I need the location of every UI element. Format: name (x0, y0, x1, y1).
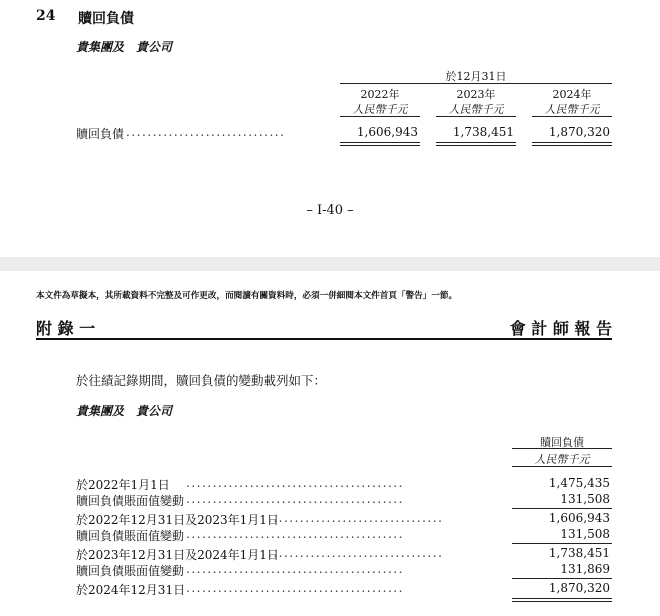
row-label: 贖回負債 (76, 127, 125, 141)
subtotal-rule (512, 508, 612, 509)
col-unit-2022: 人民幣千元 (352, 103, 408, 116)
column-unit: 人民幣千元 (534, 453, 590, 466)
unit-rule-2024 (532, 116, 612, 117)
subtotal-rule (512, 543, 612, 544)
table-row-value: 131,508 (560, 527, 610, 541)
table-row-value: 1,870,320 (548, 581, 610, 595)
header-rule (340, 83, 612, 84)
section-number: 24 (36, 8, 56, 24)
col-year-2022: 2022年 (360, 88, 400, 101)
row-leader: .............................. (126, 125, 286, 139)
table-row-value: 1,475,435 (548, 476, 610, 490)
section-title: 贖回負債 (78, 11, 134, 27)
appendix-header: 附 錄 一 (36, 319, 96, 338)
table-row-label: 於2023年12月31日及2024年1月1日 (76, 548, 279, 562)
col-unit-2023: 人民幣千元 (448, 103, 504, 116)
unit-rule-2022 (340, 116, 420, 117)
entity-label-page2: 貴集團及 貴公司 (76, 404, 173, 418)
total-rule-2023 (436, 142, 516, 146)
col-year-2024: 2024年 (552, 88, 592, 101)
report-header: 會 計 師 報 告 (509, 319, 612, 338)
table-row-label: 於2022年1月1日 (76, 478, 170, 492)
column-unit-rule (512, 466, 612, 467)
entity-label: 貴集團及 貴公司 (76, 40, 173, 54)
table-row-leader: ......................................... (186, 562, 404, 576)
table-row-label: 贖回負債賬面值變動 (76, 529, 185, 543)
table-row-label: 於2022年12月31日及2023年1月1日 (76, 513, 279, 527)
table-row-value: 131,869 (560, 562, 610, 576)
col-year-2023: 2023年 (456, 88, 496, 101)
value-2024: 1,870,320 (548, 125, 610, 139)
draft-notice: 本文件為草擬本，其所載資料不完整及可作更改，而閱讀有關資料時，必須一併細閱本文件首頁「警告」一節。 (36, 291, 458, 301)
table-row-leader: ......................................... (186, 476, 404, 490)
page-number: – I-40 – (306, 203, 354, 218)
subtotal-rule (512, 578, 612, 579)
unit-rule-2023 (436, 116, 516, 117)
table-row-leader: ......................................... (186, 527, 404, 541)
table-row-value: 1,606,943 (548, 511, 610, 525)
table-row-leader: ......................................... (186, 581, 404, 595)
table-row-label: 於2024年12月31日 (76, 583, 186, 597)
table-row-leader: ................................. (268, 546, 444, 560)
header-rule-page2 (36, 338, 612, 340)
value-2022: 1,606,943 (356, 125, 418, 139)
total-rule-2022 (340, 142, 420, 146)
table-row-value: 131,508 (560, 492, 610, 506)
value-2023: 1,738,451 (452, 125, 514, 139)
column-header-rule (512, 448, 612, 449)
total-rule (512, 598, 612, 602)
page-separator (0, 257, 660, 271)
table-row-value: 1,738,451 (548, 546, 610, 560)
table-row-label: 贖回負債賬面值變動 (76, 564, 185, 578)
column-header: 贖回負債 (540, 436, 584, 449)
col-unit-2024: 人民幣千元 (544, 103, 600, 116)
table-row-leader: ......................................... (186, 492, 404, 506)
table-row-label: 贖回負債賬面值變動 (76, 494, 185, 508)
period-header: 於12月31日 (445, 70, 507, 83)
table-row-leader: ................................. (268, 511, 444, 525)
total-rule-2024 (532, 142, 612, 146)
intro-text: 於往績記錄期間，贖回負債的變動載列如下： (76, 373, 327, 388)
